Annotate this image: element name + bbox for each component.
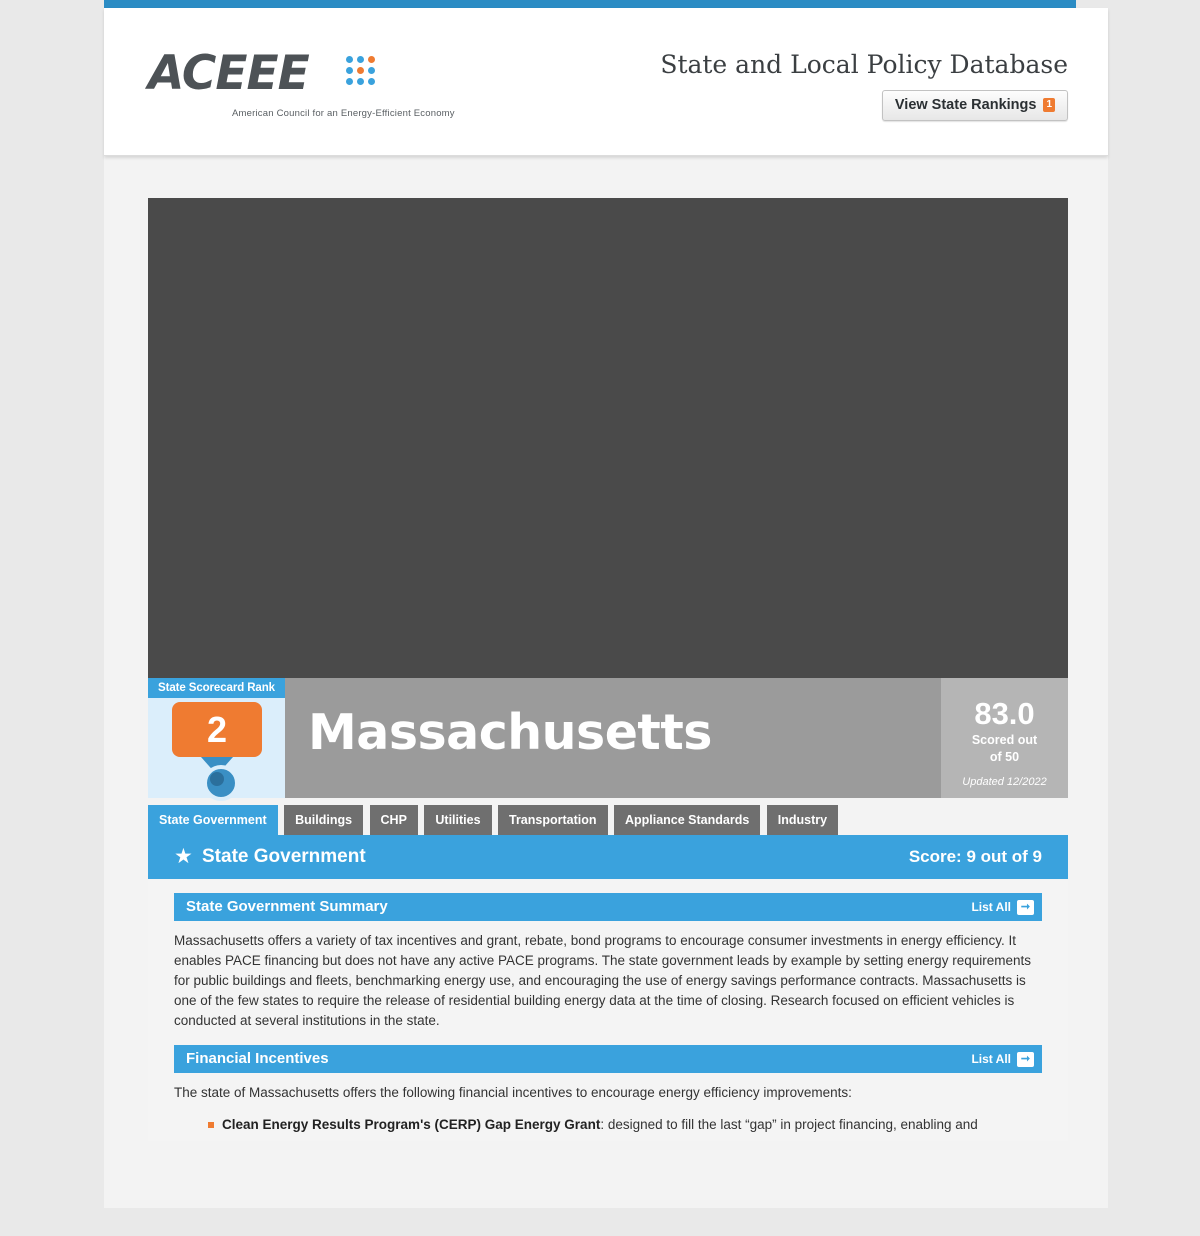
rank-pin-marker <box>172 702 262 795</box>
state-rank-number: 2 <box>172 702 262 757</box>
state-score-updated: Updated 12/2022 <box>962 776 1047 788</box>
financial-incentives-subheader <box>174 1045 1042 1073</box>
arrow-right-icon: ➞ <box>1017 900 1034 915</box>
state-score-value: 83.0 <box>974 696 1035 731</box>
right-margin <box>1108 0 1200 1236</box>
view-state-rankings-button[interactable] <box>882 90 1068 121</box>
section-body <box>148 879 1068 1141</box>
left-margin <box>0 0 104 1236</box>
summary-list-all-label: List All <box>971 900 1011 914</box>
section-score: Score: 9 out of 9 <box>908 847 1042 866</box>
incentive-name: Clean Energy Results Program's (CERP) Gap Energy Grant <box>222 1117 601 1132</box>
tab-buildings[interactable]: Buildings <box>284 805 363 835</box>
map-pin-icon <box>172 757 262 795</box>
state-name: Massachusetts <box>308 704 712 761</box>
main-content <box>148 198 1068 1141</box>
tab-transportation[interactable]: Transportation <box>498 805 608 835</box>
tab-chp[interactable]: CHP <box>370 805 418 835</box>
state-score-sub-1: Scored out <box>971 733 1038 747</box>
category-tabs <box>148 805 1068 835</box>
state-score-panel <box>941 678 1068 798</box>
viewport-bottom-inner <box>104 1208 1076 1236</box>
financial-incentives-heading: Financial Incentives <box>186 1050 329 1067</box>
aceee-logo[interactable] <box>148 46 468 130</box>
arrow-right-icon: ➞ <box>1017 1052 1034 1067</box>
view-state-rankings-label: View State Rankings <box>894 97 1037 113</box>
summary-list-all-button[interactable] <box>971 900 1034 915</box>
financial-list-all-label: List All <box>971 1052 1011 1066</box>
logo-wordmark: ACEEE <box>148 46 309 101</box>
rankings-badge: 1 <box>1043 98 1055 112</box>
state-rank-label: State Scorecard Rank <box>148 678 285 698</box>
logo-tagline: American Council for an Energy-Efficient Economy <box>232 108 455 119</box>
financial-list-all-button[interactable] <box>971 1052 1034 1067</box>
list-item <box>222 1115 1042 1135</box>
state-rank-panel <box>148 678 285 798</box>
summary-text: Massachusetts offers a variety of tax incentives and grant, rebate, bond programs to encourage consumer investments in energy efficiency. It enables PACE financing but does not have any active PACE programs. The state government leads by example by setting energy requirements for public buildings and fleets, benchmarking energy use, and encouraging the use of energy savings performance contracts. Massachusetts is one of the few states to require the release of residential building energy data at the time of closing. Research focused on efficient vehicles is conducted at several institutions in the state. <box>174 933 1031 1028</box>
viewport-bottom-edge <box>0 1208 1200 1236</box>
map-pin-dot-icon <box>210 772 224 786</box>
section-title: State Government <box>202 846 366 867</box>
state-hero-image <box>148 198 1068 678</box>
header-right <box>660 50 1068 121</box>
state-header-bar <box>148 678 1068 798</box>
summary-subheader <box>174 893 1042 921</box>
tab-appliance-standards[interactable]: Appliance Standards <box>614 805 760 835</box>
state-score-sub-2: of 50 <box>989 750 1020 764</box>
section-header <box>148 835 1068 879</box>
star-icon: ★ <box>174 845 193 868</box>
logo-dots-icon <box>346 56 376 92</box>
summary-heading: State Government Summary <box>186 898 388 915</box>
tab-industry[interactable]: Industry <box>767 805 838 835</box>
site-header <box>104 8 1108 156</box>
incentive-description: : designed to fill the last “gap” in project financing, enabling and <box>600 1117 978 1132</box>
financial-intro-text: The state of Massachusetts offers the following financial incentives to encourage energy efficiency improvements: <box>174 1085 852 1100</box>
tab-state-government[interactable]: State Government <box>148 805 278 835</box>
tab-utilities[interactable]: Utilities <box>424 805 491 835</box>
incentives-list <box>174 1115 1042 1135</box>
page-title: State and Local Policy Database <box>660 50 1068 79</box>
top-accent-strip <box>104 0 1076 8</box>
